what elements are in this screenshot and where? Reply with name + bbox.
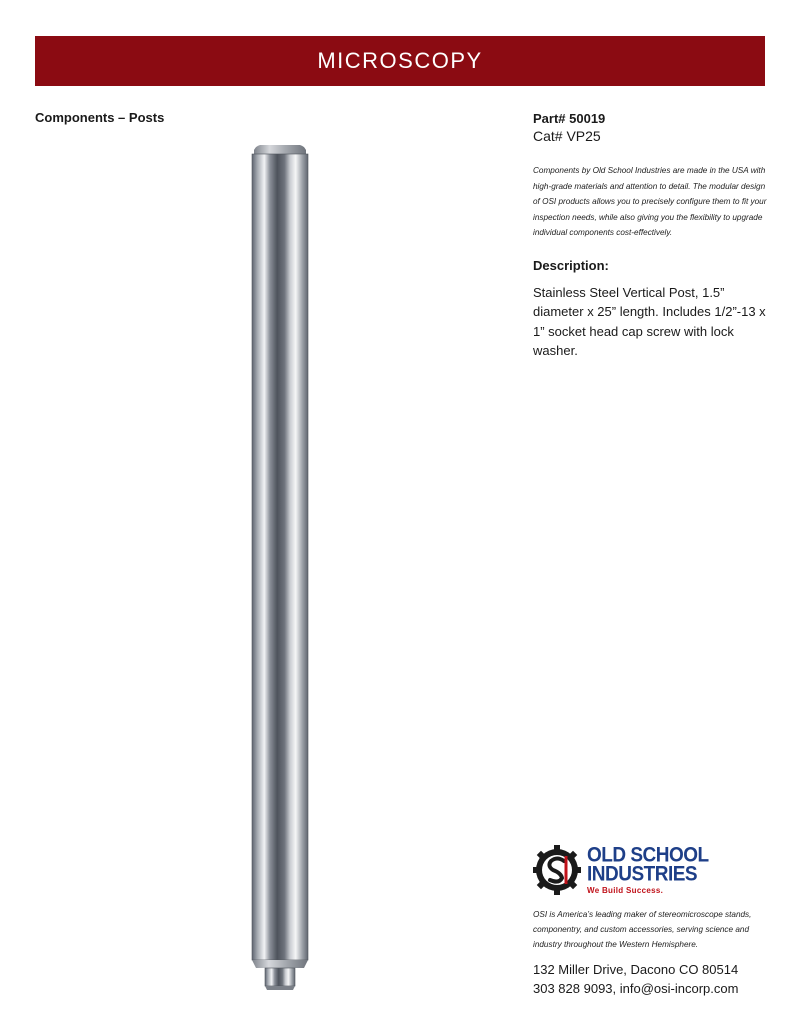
logo-tagline: We Build Success. — [587, 885, 664, 895]
post-top-cap — [254, 145, 306, 155]
product-image-vertical-post — [238, 140, 318, 1000]
post-bottom-stud — [265, 968, 295, 986]
company-logo — [533, 840, 723, 900]
contact-info: 303 828 9093, info@osi-incorp.com — [533, 981, 739, 996]
page-title: MICROSCOPY — [317, 48, 483, 73]
description-text: Stainless Steel Vertical Post, 1.5” diameter x 25” length. Includes 1/2”-13 x 1” socket head cap screw with lock washer. — [533, 284, 766, 358]
street-address: 132 Miller Drive, Dacono CO 80514 — [533, 962, 739, 977]
logo-line-1: OLD SCHOOL — [587, 843, 709, 867]
part-number: Part# 50019 — [533, 111, 606, 126]
gear-s-logo-icon — [533, 844, 581, 896]
company-address-block — [533, 960, 783, 998]
description-heading: Description: — [533, 257, 609, 273]
product-info — [533, 110, 773, 361]
company-about: OSI is America’s leading maker of stereomicroscope stands, componentry, and custom accessories, serving science and industry throughout the Western Hemisphere. — [533, 910, 752, 949]
logo-line-2: INDUSTRIES — [587, 862, 698, 886]
post-body — [252, 154, 308, 960]
intro-paragraph: Components by Old School Industries are made in the USA with high-grade materials and attention to detail. The modular design of OSI products allows you to precisely configure them to fit your inspection needs, while also giving you the flexibility to upgrade individual components cost-effectively. — [533, 166, 767, 237]
catalog-number: Cat# VP25 — [533, 128, 601, 144]
section-label: Components – Posts — [35, 110, 165, 125]
header-banner — [35, 36, 765, 86]
